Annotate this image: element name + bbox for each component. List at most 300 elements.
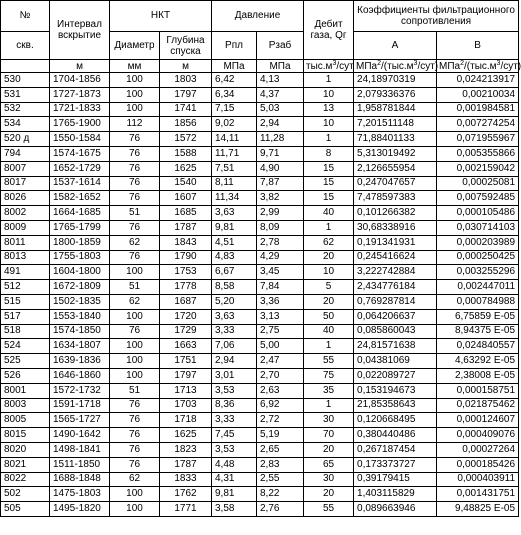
well-cell: 8007 bbox=[1, 161, 50, 176]
coef-a-cell: 21,85358643 bbox=[354, 398, 437, 413]
debit-cell: 15 bbox=[304, 176, 354, 191]
header-diameter: Диаметр bbox=[110, 32, 160, 60]
depth-cell: 1751 bbox=[160, 354, 212, 369]
coef-b-cell: 0,000185426 bbox=[437, 457, 519, 472]
well-cell: 8015 bbox=[1, 428, 50, 443]
depth-cell: 1771 bbox=[160, 502, 212, 517]
pzab-cell: 7,87 bbox=[257, 176, 304, 191]
ppl-cell: 3,63 bbox=[212, 309, 257, 324]
ppl-cell: 3,53 bbox=[212, 442, 257, 457]
well-cell: 491 bbox=[1, 265, 50, 280]
interval-cell: 1582-1652 bbox=[50, 191, 110, 206]
diameter-cell: 76 bbox=[110, 146, 160, 161]
well-cell: 8005 bbox=[1, 413, 50, 428]
depth-cell: 1797 bbox=[160, 87, 212, 102]
well-cell: 8021 bbox=[1, 457, 50, 472]
debit-cell: 15 bbox=[304, 161, 354, 176]
depth-cell: 1685 bbox=[160, 206, 212, 221]
table-row bbox=[1, 235, 519, 250]
diameter-cell: 100 bbox=[110, 265, 160, 280]
debit-cell: 20 bbox=[304, 294, 354, 309]
coef-a-cell: 0,153194673 bbox=[354, 383, 437, 398]
diameter-cell: 76 bbox=[110, 324, 160, 339]
well-cell: 8001 bbox=[1, 383, 50, 398]
debit-cell: 10 bbox=[304, 117, 354, 132]
debit-cell: 50 bbox=[304, 309, 354, 324]
debit-cell: 10 bbox=[304, 87, 354, 102]
depth-cell: 1713 bbox=[160, 383, 212, 398]
pzab-cell: 5,19 bbox=[257, 428, 304, 443]
ppl-cell: 3,33 bbox=[212, 324, 257, 339]
coef-b-cell: 4,63292 E-05 bbox=[437, 354, 519, 369]
coef-b-cell: 0,003255296 bbox=[437, 265, 519, 280]
well-cell: 8003 bbox=[1, 398, 50, 413]
coef-b-cell: 0,000124607 bbox=[437, 413, 519, 428]
coef-b-cell: 9,48825 E-05 bbox=[437, 502, 519, 517]
table-row bbox=[1, 294, 519, 309]
header-well: скв. bbox=[1, 32, 50, 60]
table-row bbox=[1, 265, 519, 280]
well-cell: 534 bbox=[1, 117, 50, 132]
pzab-cell: 4,90 bbox=[257, 161, 304, 176]
ppl-cell: 6,67 bbox=[212, 265, 257, 280]
ppl-cell: 7,06 bbox=[212, 339, 257, 354]
debit-cell: 1 bbox=[304, 220, 354, 235]
coef-b-cell: 0,00210034 bbox=[437, 87, 519, 102]
pzab-cell: 2,72 bbox=[257, 413, 304, 428]
unit-pzab: МПа bbox=[257, 60, 304, 73]
unit-debit: $тыс.м^3$/сут bbox=[304, 60, 354, 73]
pzab-cell: 8,09 bbox=[257, 220, 304, 235]
coef-a-cell: 24,18970319 bbox=[354, 73, 437, 88]
coef-a-cell: 0,173373727 bbox=[354, 457, 437, 472]
ppl-cell: 3,58 bbox=[212, 502, 257, 517]
diameter-cell: 100 bbox=[110, 368, 160, 383]
interval-cell: 1511-1850 bbox=[50, 457, 110, 472]
interval-cell: 1475-1803 bbox=[50, 487, 110, 502]
interval-cell: 1704-1856 bbox=[50, 73, 110, 88]
interval-cell: 1550-1584 bbox=[50, 132, 110, 147]
ppl-cell: 9,81 bbox=[212, 487, 257, 502]
header-pressure: Давление bbox=[212, 1, 304, 32]
pzab-cell: 4,37 bbox=[257, 87, 304, 102]
pzab-cell: 2,76 bbox=[257, 502, 304, 517]
coef-a-cell: 30,68338916 bbox=[354, 220, 437, 235]
table-row bbox=[1, 280, 519, 295]
diameter-cell: 51 bbox=[110, 383, 160, 398]
depth-cell: 1718 bbox=[160, 413, 212, 428]
coef-a-cell: 2,079336376 bbox=[354, 87, 437, 102]
interval-cell: 1765-1799 bbox=[50, 220, 110, 235]
ppl-cell: 8,58 bbox=[212, 280, 257, 295]
depth-cell: 1625 bbox=[160, 161, 212, 176]
debit-cell: 55 bbox=[304, 354, 354, 369]
coef-b-cell: 0,000403911 bbox=[437, 472, 519, 487]
table-row bbox=[1, 324, 519, 339]
depth-cell: 1833 bbox=[160, 472, 212, 487]
debit-cell: 35 bbox=[304, 383, 354, 398]
debit-cell: 8 bbox=[304, 146, 354, 161]
table-row bbox=[1, 487, 519, 502]
interval-cell: 1634-1807 bbox=[50, 339, 110, 354]
unit-ppl: МПа bbox=[212, 60, 257, 73]
debit-cell: 30 bbox=[304, 472, 354, 487]
table-row bbox=[1, 220, 519, 235]
pzab-cell: 3,82 bbox=[257, 191, 304, 206]
depth-cell: 1720 bbox=[160, 309, 212, 324]
pzab-cell: 6,92 bbox=[257, 398, 304, 413]
well-cell: 531 bbox=[1, 87, 50, 102]
depth-cell: 1790 bbox=[160, 250, 212, 265]
pzab-cell: 7,84 bbox=[257, 280, 304, 295]
header-coefficients: Коэффициенты фильтрационного сопротивления bbox=[354, 1, 519, 32]
depth-cell: 1588 bbox=[160, 146, 212, 161]
well-cell: 8017 bbox=[1, 176, 50, 191]
well-cell: 8002 bbox=[1, 206, 50, 221]
coef-b-cell: 6,75859 E-05 bbox=[437, 309, 519, 324]
debit-cell: 5 bbox=[304, 280, 354, 295]
well-cell: 515 bbox=[1, 294, 50, 309]
debit-cell: 1 bbox=[304, 73, 354, 88]
table-row bbox=[1, 206, 519, 221]
depth-cell: 1797 bbox=[160, 368, 212, 383]
well-cell: 505 bbox=[1, 502, 50, 517]
ppl-cell: 3,01 bbox=[212, 368, 257, 383]
pzab-cell: 2,94 bbox=[257, 117, 304, 132]
pzab-cell: 2,99 bbox=[257, 206, 304, 221]
ppl-cell: 11,34 bbox=[212, 191, 257, 206]
ppl-cell: 6,34 bbox=[212, 87, 257, 102]
diameter-cell: 100 bbox=[110, 309, 160, 324]
debit-cell: 40 bbox=[304, 324, 354, 339]
pzab-cell: 5,03 bbox=[257, 102, 304, 117]
diameter-cell: 76 bbox=[110, 191, 160, 206]
coef-a-cell: 0,191341931 bbox=[354, 235, 437, 250]
coef-b-cell: 0,005355866 bbox=[437, 146, 519, 161]
ppl-cell: 4,51 bbox=[212, 235, 257, 250]
table-row bbox=[1, 413, 519, 428]
diameter-cell: 76 bbox=[110, 442, 160, 457]
coef-b-cell: 0,007274254 bbox=[437, 117, 519, 132]
coef-b-cell: 0,024213917 bbox=[437, 73, 519, 88]
coef-b-cell: 8,94375 E-05 bbox=[437, 324, 519, 339]
coef-a-cell: 0,101266382 bbox=[354, 206, 437, 221]
table-row bbox=[1, 117, 519, 132]
ppl-cell: 3,33 bbox=[212, 413, 257, 428]
coef-a-cell: 0,247047657 bbox=[354, 176, 437, 191]
header-pzab: Рзаб bbox=[257, 32, 304, 60]
header-depth: Глубина спуска bbox=[160, 32, 212, 60]
diameter-cell: 76 bbox=[110, 161, 160, 176]
depth-cell: 1823 bbox=[160, 442, 212, 457]
coef-a-cell: 1,958781844 bbox=[354, 102, 437, 117]
interval-cell: 1498-1841 bbox=[50, 442, 110, 457]
pzab-cell: 4,29 bbox=[257, 250, 304, 265]
pzab-cell: 3,13 bbox=[257, 309, 304, 324]
well-cell: 512 bbox=[1, 280, 50, 295]
debit-cell: 1 bbox=[304, 132, 354, 147]
pzab-cell: 2,55 bbox=[257, 472, 304, 487]
table-row bbox=[1, 161, 519, 176]
header-debit: Дебит газа, Qг bbox=[304, 1, 354, 60]
coef-b-cell: 2,38008 E-05 bbox=[437, 368, 519, 383]
coef-a-cell: 2,434776184 bbox=[354, 280, 437, 295]
diameter-cell: 100 bbox=[110, 87, 160, 102]
diameter-cell: 76 bbox=[110, 220, 160, 235]
debit-cell: 65 bbox=[304, 457, 354, 472]
coef-b-cell: 0,000784988 bbox=[437, 294, 519, 309]
coef-a-cell: 0,39179415 bbox=[354, 472, 437, 487]
table-row bbox=[1, 146, 519, 161]
coef-a-cell: 1,403115829 bbox=[354, 487, 437, 502]
depth-cell: 1741 bbox=[160, 102, 212, 117]
interval-cell: 1646-1860 bbox=[50, 368, 110, 383]
table-row bbox=[1, 309, 519, 324]
depth-cell: 1843 bbox=[160, 235, 212, 250]
table-row bbox=[1, 428, 519, 443]
ppl-cell: 5,20 bbox=[212, 294, 257, 309]
diameter-cell: 100 bbox=[110, 502, 160, 517]
table-body bbox=[1, 73, 519, 517]
interval-cell: 1495-1820 bbox=[50, 502, 110, 517]
coef-a-cell: 0,022089727 bbox=[354, 368, 437, 383]
well-cell: 8022 bbox=[1, 472, 50, 487]
pzab-cell: 2,70 bbox=[257, 368, 304, 383]
ppl-cell: 4,31 bbox=[212, 472, 257, 487]
coef-a-cell: 0,064206637 bbox=[354, 309, 437, 324]
diameter-cell: 62 bbox=[110, 235, 160, 250]
ppl-cell: 3,63 bbox=[212, 206, 257, 221]
well-cell: 502 bbox=[1, 487, 50, 502]
coef-b-cell: 0,000203989 bbox=[437, 235, 519, 250]
interval-cell: 1652-1729 bbox=[50, 161, 110, 176]
table-row bbox=[1, 87, 519, 102]
interval-cell: 1572-1732 bbox=[50, 383, 110, 398]
depth-cell: 1787 bbox=[160, 457, 212, 472]
depth-cell: 1703 bbox=[160, 398, 212, 413]
coef-a-cell: 0,267187454 bbox=[354, 442, 437, 457]
coef-b-cell: 0,000158751 bbox=[437, 383, 519, 398]
debit-cell: 10 bbox=[304, 265, 354, 280]
table-row bbox=[1, 457, 519, 472]
well-cell: 8013 bbox=[1, 250, 50, 265]
well-cell: 8020 bbox=[1, 442, 50, 457]
diameter-cell: 100 bbox=[110, 73, 160, 88]
well-cell: 8011 bbox=[1, 235, 50, 250]
coef-b-cell: 0,007592485 bbox=[437, 191, 519, 206]
interval-cell: 1688-1848 bbox=[50, 472, 110, 487]
depth-cell: 1856 bbox=[160, 117, 212, 132]
coef-a-cell: 71,88401133 bbox=[354, 132, 437, 147]
depth-cell: 1625 bbox=[160, 428, 212, 443]
diameter-cell: 62 bbox=[110, 472, 160, 487]
ppl-cell: 2,94 bbox=[212, 354, 257, 369]
header-interval: Интервал вскрытие bbox=[50, 1, 110, 60]
pzab-cell: 2,63 bbox=[257, 383, 304, 398]
header-nkt: НКТ bbox=[110, 1, 212, 32]
pzab-cell: 2,47 bbox=[257, 354, 304, 369]
coef-a-cell: 2,126655954 bbox=[354, 161, 437, 176]
interval-cell: 1490-1642 bbox=[50, 428, 110, 443]
header-coef-a: A bbox=[354, 32, 437, 60]
coef-b-cell: 0,071955967 bbox=[437, 132, 519, 147]
debit-cell: 20 bbox=[304, 487, 354, 502]
depth-cell: 1729 bbox=[160, 324, 212, 339]
coef-b-cell: 0,00027264 bbox=[437, 442, 519, 457]
table-row bbox=[1, 368, 519, 383]
debit-cell: 40 bbox=[304, 206, 354, 221]
diameter-cell: 76 bbox=[110, 176, 160, 191]
depth-cell: 1753 bbox=[160, 265, 212, 280]
interval-cell: 1604-1800 bbox=[50, 265, 110, 280]
coef-b-cell: 0,002447011 bbox=[437, 280, 519, 295]
header-coef-b: B bbox=[437, 32, 519, 60]
table-row bbox=[1, 132, 519, 147]
pzab-cell: 4,13 bbox=[257, 73, 304, 88]
table-row bbox=[1, 73, 519, 88]
well-cell: 525 bbox=[1, 354, 50, 369]
depth-cell: 1778 bbox=[160, 280, 212, 295]
pzab-cell: 3,45 bbox=[257, 265, 304, 280]
header-num: № bbox=[1, 1, 50, 32]
well-cell: 532 bbox=[1, 102, 50, 117]
interval-cell: 1721-1833 bbox=[50, 102, 110, 117]
unit-coef-b: $МПа^2/(тыс.м^3/сут)$ bbox=[437, 60, 519, 73]
coef-a-cell: 7,201511148 bbox=[354, 117, 437, 132]
well-cell: 794 bbox=[1, 146, 50, 161]
table-row bbox=[1, 442, 519, 457]
table-row bbox=[1, 354, 519, 369]
pzab-cell: 2,65 bbox=[257, 442, 304, 457]
diameter-cell: 76 bbox=[110, 413, 160, 428]
coef-b-cell: 0,001984581 bbox=[437, 102, 519, 117]
well-cell: 518 bbox=[1, 324, 50, 339]
ppl-cell: 8,11 bbox=[212, 176, 257, 191]
pzab-cell: 5,00 bbox=[257, 339, 304, 354]
coef-b-cell: 0,002159042 bbox=[437, 161, 519, 176]
coef-b-cell: 0,030714103 bbox=[437, 220, 519, 235]
depth-cell: 1762 bbox=[160, 487, 212, 502]
table-row bbox=[1, 102, 519, 117]
interval-cell: 1639-1836 bbox=[50, 354, 110, 369]
ppl-cell: 6,42 bbox=[212, 73, 257, 88]
well-cell: 8009 bbox=[1, 220, 50, 235]
coef-a-cell: 0,089663946 bbox=[354, 502, 437, 517]
well-cell: 524 bbox=[1, 339, 50, 354]
ppl-cell: 4,83 bbox=[212, 250, 257, 265]
ppl-cell: 7,45 bbox=[212, 428, 257, 443]
coef-a-cell: 7,478597383 bbox=[354, 191, 437, 206]
depth-cell: 1540 bbox=[160, 176, 212, 191]
ppl-cell: 9,81 bbox=[212, 220, 257, 235]
table-row bbox=[1, 191, 519, 206]
debit-cell: 1 bbox=[304, 339, 354, 354]
coef-a-cell: 24,81571638 bbox=[354, 339, 437, 354]
coef-a-cell: 0,769287814 bbox=[354, 294, 437, 309]
interval-cell: 1537-1614 bbox=[50, 176, 110, 191]
coef-a-cell: 0,085860043 bbox=[354, 324, 437, 339]
coef-a-cell: 0,245416624 bbox=[354, 250, 437, 265]
coef-b-cell: 0,001431751 bbox=[437, 487, 519, 502]
interval-cell: 1553-1840 bbox=[50, 309, 110, 324]
coef-a-cell: 0,380440486 bbox=[354, 428, 437, 443]
pzab-cell: 2,78 bbox=[257, 235, 304, 250]
well-cell: 526 bbox=[1, 368, 50, 383]
diameter-cell: 76 bbox=[110, 428, 160, 443]
ppl-cell: 3,53 bbox=[212, 383, 257, 398]
well-cell: 517 bbox=[1, 309, 50, 324]
pzab-cell: 9,71 bbox=[257, 146, 304, 161]
interval-cell: 1574-1675 bbox=[50, 146, 110, 161]
coef-b-cell: 0,000250425 bbox=[437, 250, 519, 265]
diameter-cell: 62 bbox=[110, 294, 160, 309]
coef-b-cell: 0,00025081 bbox=[437, 176, 519, 191]
interval-cell: 1672-1809 bbox=[50, 280, 110, 295]
depth-cell: 1687 bbox=[160, 294, 212, 309]
debit-cell: 30 bbox=[304, 413, 354, 428]
debit-cell: 70 bbox=[304, 428, 354, 443]
table-row bbox=[1, 339, 519, 354]
table-row bbox=[1, 250, 519, 265]
debit-cell: 15 bbox=[304, 191, 354, 206]
pzab-cell: 11,28 bbox=[257, 132, 304, 147]
unit-diameter: мм bbox=[110, 60, 160, 73]
depth-cell: 1572 bbox=[160, 132, 212, 147]
ppl-cell: 4,48 bbox=[212, 457, 257, 472]
diameter-cell: 51 bbox=[110, 280, 160, 295]
well-cell: 8026 bbox=[1, 191, 50, 206]
diameter-cell: 100 bbox=[110, 339, 160, 354]
ppl-cell: 14,11 bbox=[212, 132, 257, 147]
well-cell: 530 bbox=[1, 73, 50, 88]
interval-cell: 1574-1850 bbox=[50, 324, 110, 339]
debit-cell: 20 bbox=[304, 250, 354, 265]
depth-cell: 1803 bbox=[160, 73, 212, 88]
unit-depth: м bbox=[160, 60, 212, 73]
diameter-cell: 51 bbox=[110, 206, 160, 221]
debit-cell: 55 bbox=[304, 502, 354, 517]
diameter-cell: 76 bbox=[110, 457, 160, 472]
diameter-cell: 76 bbox=[110, 398, 160, 413]
debit-cell: 1 bbox=[304, 398, 354, 413]
coef-a-cell: 0,120668495 bbox=[354, 413, 437, 428]
table-row bbox=[1, 398, 519, 413]
interval-cell: 1565-1727 bbox=[50, 413, 110, 428]
debit-cell: 13 bbox=[304, 102, 354, 117]
coef-b-cell: 0,000105486 bbox=[437, 206, 519, 221]
interval-cell: 1664-1685 bbox=[50, 206, 110, 221]
diameter-cell: 100 bbox=[110, 102, 160, 117]
coef-a-cell: 0,04381069 bbox=[354, 354, 437, 369]
coef-a-cell: 5,313019492 bbox=[354, 146, 437, 161]
diameter-cell: 76 bbox=[110, 132, 160, 147]
depth-cell: 1663 bbox=[160, 339, 212, 354]
pzab-cell: 2,75 bbox=[257, 324, 304, 339]
debit-cell: 20 bbox=[304, 442, 354, 457]
ppl-cell: 7,15 bbox=[212, 102, 257, 117]
diameter-cell: 100 bbox=[110, 354, 160, 369]
unit-coef-a: $МПа^2/(тыс.м^3/сут)$ bbox=[354, 60, 437, 73]
debit-cell: 62 bbox=[304, 235, 354, 250]
coef-b-cell: 0,021875462 bbox=[437, 398, 519, 413]
table-row bbox=[1, 502, 519, 517]
coef-b-cell: 0,000409076 bbox=[437, 428, 519, 443]
ppl-cell: 8,36 bbox=[212, 398, 257, 413]
interval-cell: 1502-1835 bbox=[50, 294, 110, 309]
table-row bbox=[1, 472, 519, 487]
interval-cell: 1591-1718 bbox=[50, 398, 110, 413]
depth-cell: 1607 bbox=[160, 191, 212, 206]
